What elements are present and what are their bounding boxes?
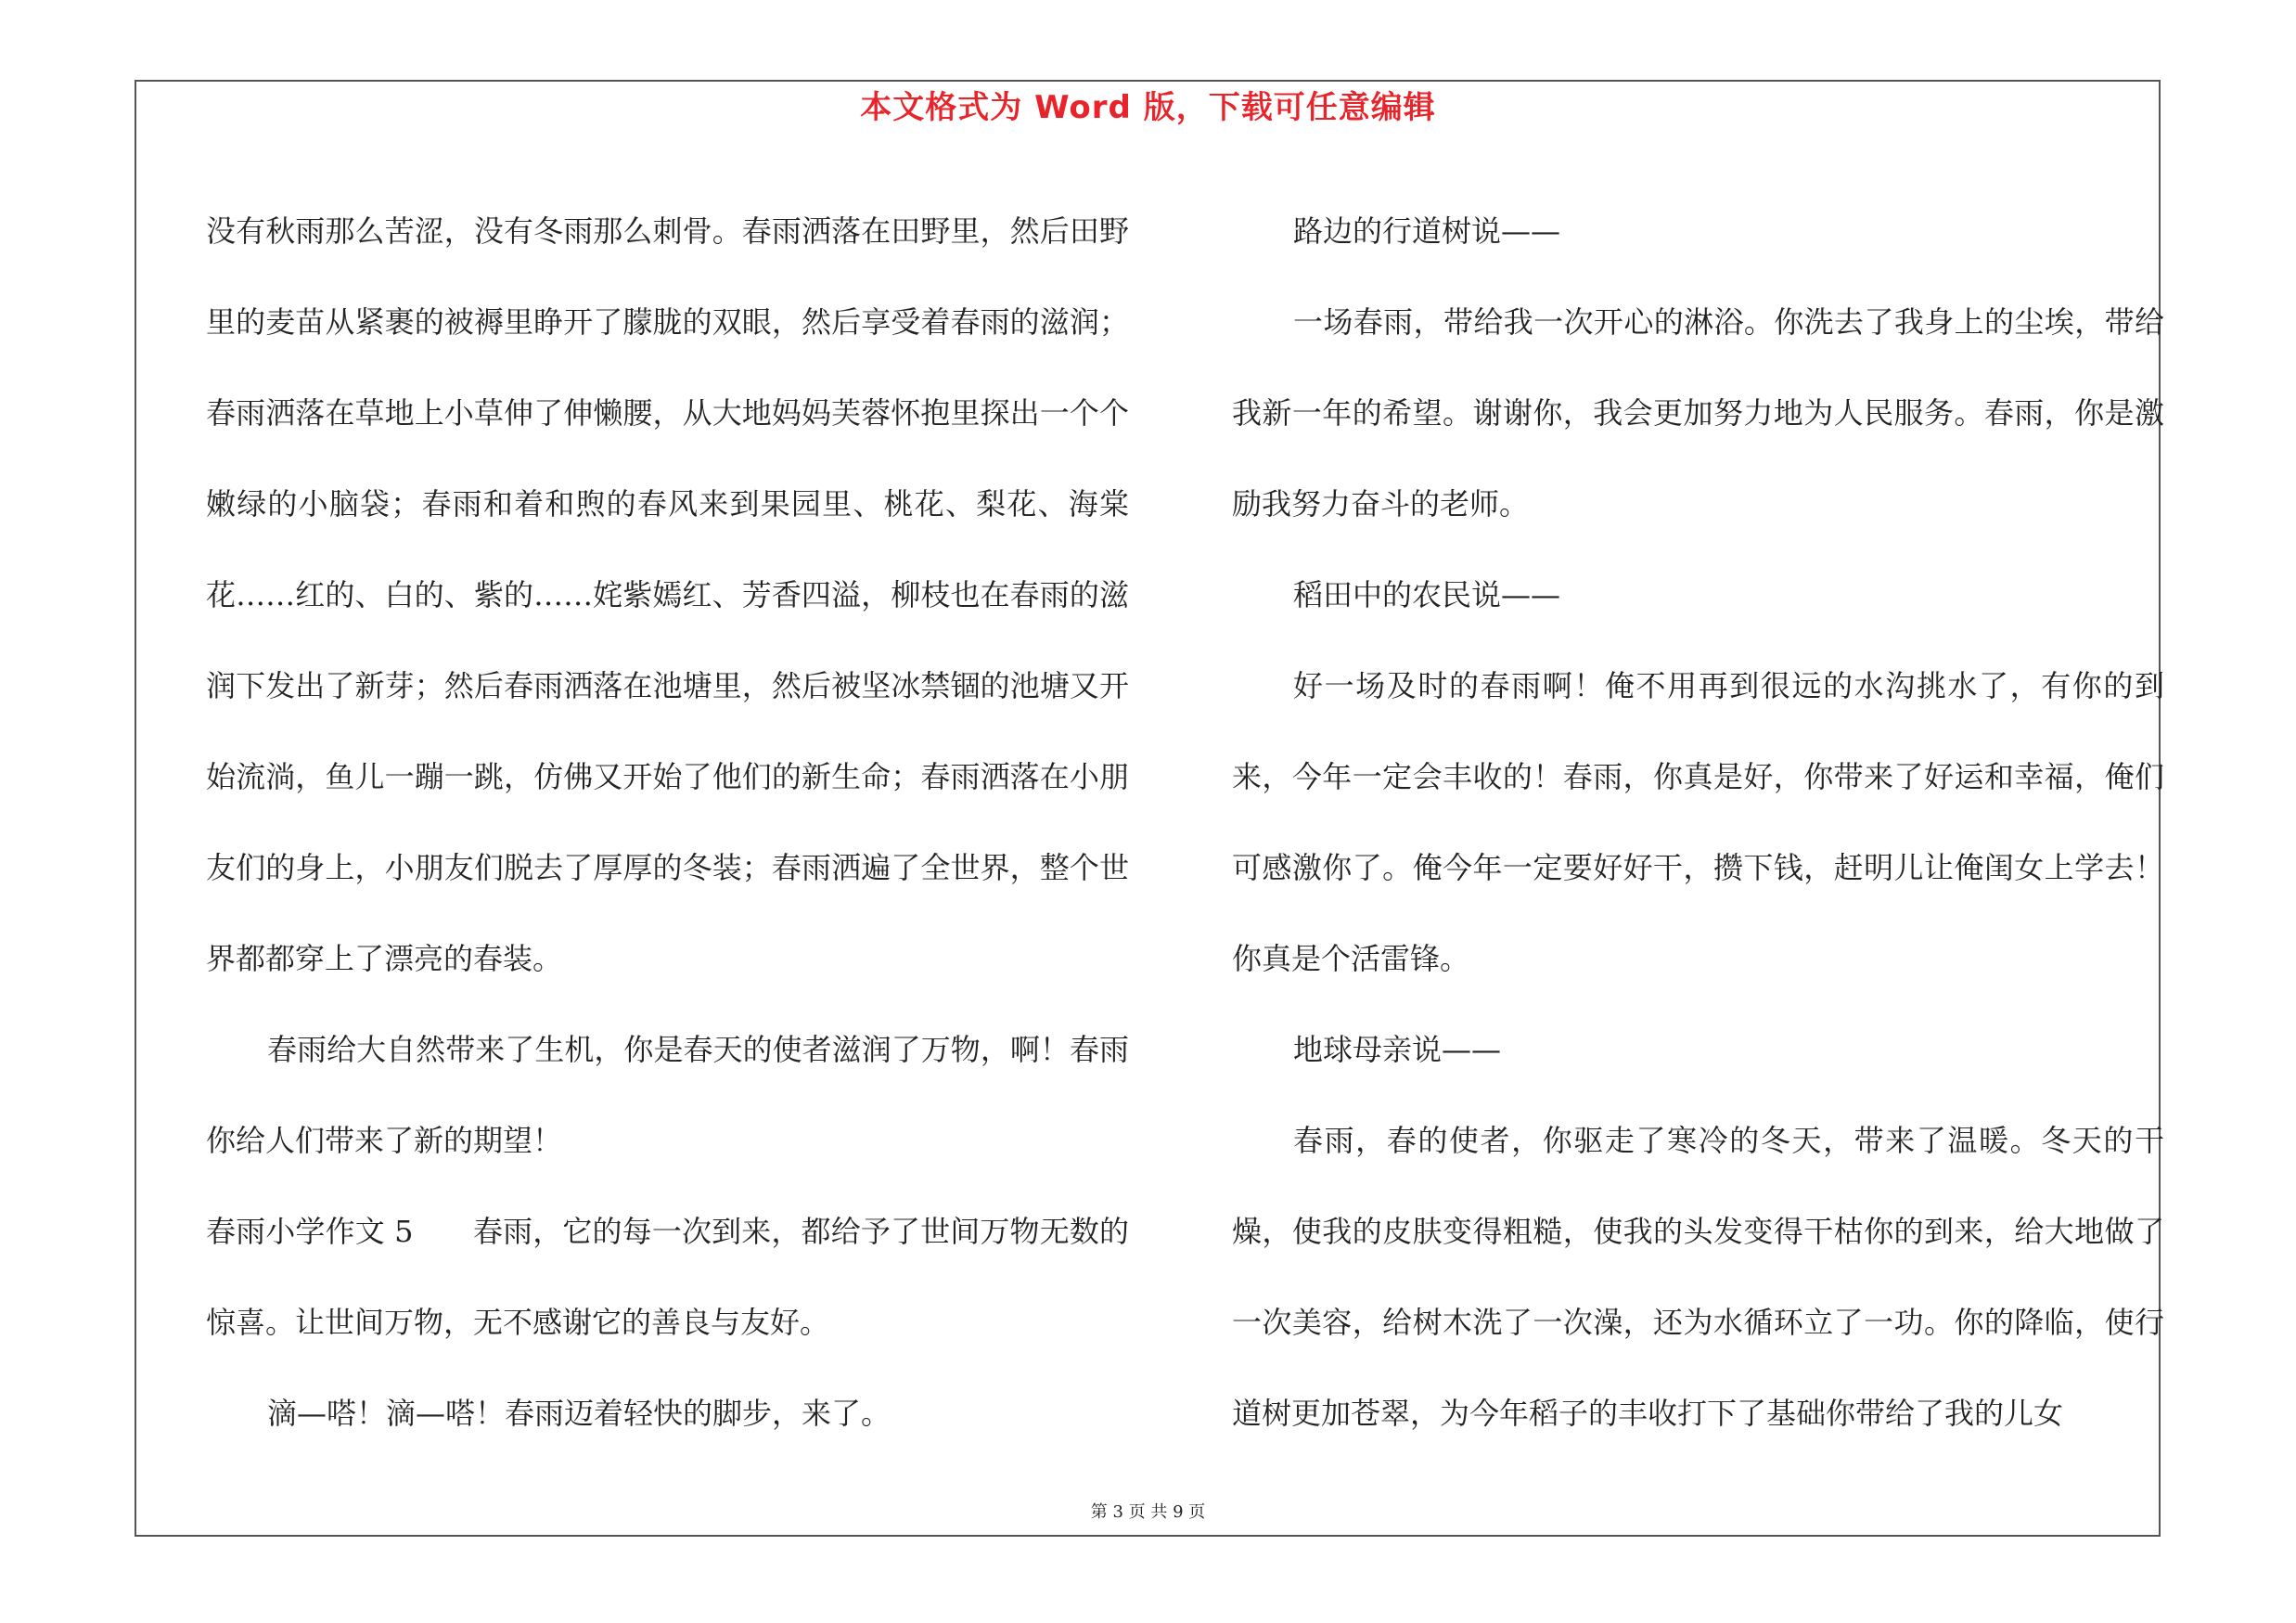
paragraph: 滴—嗒！滴—嗒！春雨迈着轻快的脚步，来了。 [267, 1396, 891, 1431]
paragraph: 稻田中的农民说—— [1293, 577, 1561, 612]
page-number-footer: 第 3 页 共 9 页 [1090, 1502, 1206, 1522]
paragraph: 春雨，春的使者，你驱走了寒冷的冬天，带来了温暖。冬天的干燥，使我的皮肤变得粗糙，使我的头发变得干枯你的到来，给大地做了一次美容，给树木洗了一次澡，还为水循环立了一功。你的降临，使行道树更加苍翠，为今年稻子的丰收打下了基础你带给了我的儿女 [1232, 1123, 2164, 1431]
paragraph: 一场春雨，带给我一次开心的淋浴。你洗去了我身上的尘埃，带给我新一年的希望。谢谢你，我会更加努力地为人民服务。春雨，你是激励我努力奋斗的老师。 [1232, 304, 2164, 522]
paragraph: 春雨给大自然带来了生机，你是春天的使者滋润了万物，啊！春雨你给人们带来了新的期望！ [206, 1032, 1129, 1158]
paragraph: 没有秋雨那么苦涩，没有冬雨那么刺骨。春雨洒落在田野里，然后田野里的麦苗从紧裹的被褥里睁开了朦胧的双眼，然后享受着春雨的滋润；春雨洒落在草地上小草伸了伸懒腰，从大地妈妈芙蓉怀抱里探出一个个嫩绿的小脑袋；春雨和着和煦的春风来到果园里、桃花、梨花、海棠花……红的、白的、紫的……姹紫嫣红、芳香四溢，柳枝也在春雨的滋润下发出了新芽；然后春雨洒落在池塘里，然后被坚冰禁锢的池塘又开始流淌，鱼儿一蹦一跳，仿佛又开始了他们的新生命；春雨洒落在小朋友们的身上，小朋友们脱去了厚厚的冬装；春雨洒遍了全世界，整个世界都都穿上了漂亮的春装。 [206, 213, 1129, 976]
paragraph: 好一场及时的春雨啊！俺不用再到很远的水沟挑水了，有你的到来，今年一定会丰收的！春雨，你真是好，你带来了好运和幸福，俺们可感激你了。俺今年一定要好好干，攒下钱，赶明儿让俺闺女上学去！你真是个活雷锋。 [1232, 668, 2164, 976]
paragraph: 春雨小学作文 5 春雨，它的每一次到来，都给予了世间万物无数的惊喜。让世间万物，无不感谢它的善良与友好。 [206, 1214, 1129, 1340]
left-column [206, 186, 1129, 1448]
paragraph: 地球母亲说—— [1293, 1032, 1502, 1067]
paragraph: 路边的行道树说—— [1293, 213, 1561, 249]
page-header-title: 本文格式为 Word 版，下载可任意编辑 [860, 89, 1436, 126]
right-column [1232, 186, 2164, 1448]
